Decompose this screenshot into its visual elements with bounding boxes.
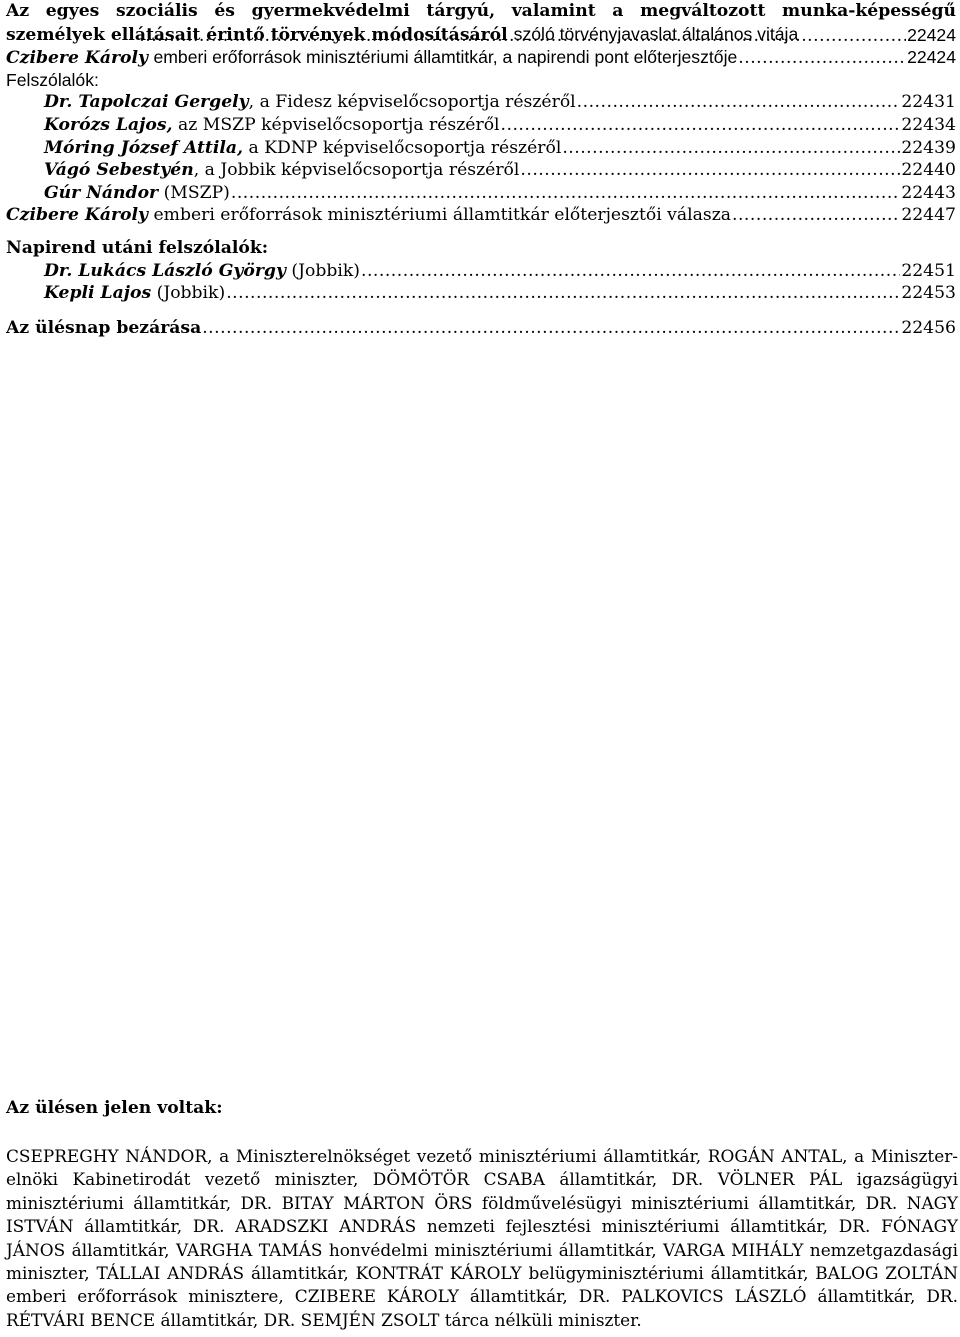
page-number: 22453 — [901, 283, 956, 304]
speaker-role: (Jobbik) — [156, 283, 226, 304]
after-agenda-label: Napirend utáni felszólalók: — [6, 237, 269, 258]
speaker-role: a KDNP képviselőcsoportja részéről — [248, 137, 562, 158]
bill-title: Az egyes szociális és gyermekvédelmi tárgyú, valamint a megváltozott munka-képességű személyek ellátásait érintő törvények módosításáról — [6, 1, 956, 45]
speaker-role: (Jobbik) — [291, 260, 360, 281]
toc-item-after-agenda — [6, 282, 956, 305]
speaker-name: Czibere Károly — [6, 48, 149, 69]
page-number: 22431 — [901, 92, 956, 113]
page-number: 22451 — [901, 260, 956, 281]
speaker-role: emberi erőforrások minisztériumi államtitkár előterjesztői válasza — [153, 205, 731, 226]
page-number: 22440 — [901, 160, 956, 181]
leader-dots — [361, 260, 900, 283]
speaker-role: az MSZP képviselőcsoportja részéről — [178, 114, 500, 135]
toc-item-speaker — [6, 114, 956, 137]
page-number: 22456 — [901, 317, 956, 338]
leader-dots — [562, 137, 900, 160]
speaker-name: Móring József Attila, — [44, 137, 244, 158]
speaker-name: Czibere Károly — [6, 205, 149, 226]
page-number: 22434 — [901, 114, 956, 135]
toc-item-speaker — [6, 159, 956, 182]
speaker-role: , a Jobbik képviselőcsoportja részéről — [193, 160, 520, 181]
speaker-name: Korózs Lajos, — [44, 114, 173, 135]
leader-dots — [231, 182, 900, 205]
toc-item-rapporteur — [6, 46, 956, 69]
speaker-role: (MSZP) — [163, 182, 230, 203]
leader-dots — [139, 25, 906, 47]
leader-dots — [202, 317, 900, 340]
table-of-contents — [6, 0, 956, 339]
toc-item-speaker — [6, 182, 956, 205]
closing-label: Az ülésnap bezárása — [6, 317, 202, 338]
leader-dots — [501, 114, 901, 137]
speaker-name: Vágó Sebestyén — [44, 160, 194, 181]
toc-item-speaker — [6, 91, 956, 114]
speaker-name: Gúr Nándor — [44, 182, 159, 203]
bill-suffix: szóló törvényjavaslat általános vitája — [513, 23, 799, 44]
present-list: CSEPREGHY NÁNDOR, a Miniszterelnökséget vezető minisztériumi államtitkár, ROGÁN ANTAL, a Miniszter-elnöki Kabinetirodát vezető miniszter, DÖMÖTÖR CSABA államtitkár, DR. VÖLNER PÁL igazságügyi minisztériumi államtitkár, DR. BITAY MÁRTON ÖRS földművelésügyi minisztériumi államtitkár, DR. NAGY ISTVÁN államtitkár, DR. ARADSZKI ANDRÁS nemzeti fejlesztési minisztériumi államtitkár, DR. FÓNAGY JÁNOS államtitkár, VARGHA TAMÁS honvédelmi minisztériumi államtitkár, VARGA MIHÁLY nemzetgazdasági miniszter, TÁLLAI ANDRÁS államtitkár, KONTRÁT KÁROLY belügyminisztériumi államtitkár, BALOG ZOLTÁN emberi erőforrások minisztere, CZIBERE KÁROLY államtitkár, DR. PALKOVICS LÁSZLÓ államtitkár, DR. RÉTVÁRI BENCE államtitkár, DR. SEMJÉN ZSOLT tárca nélküli miniszter. — [6, 1146, 958, 1330]
present-heading: Az ülésen jelen voltak: — [6, 1098, 223, 1118]
speaker-name: Dr. Tapolczai Gergely — [44, 92, 249, 113]
toc-item-after-agenda — [6, 260, 956, 283]
leader-dots — [732, 204, 900, 227]
page-number: 22439 — [901, 137, 956, 158]
speakers-label: Felszólalók: — [6, 69, 99, 90]
after-agenda-label-line — [6, 237, 956, 260]
page-number: 22424 — [907, 47, 956, 68]
page-number: 22447 — [901, 205, 956, 226]
leader-dots — [577, 91, 901, 114]
toc-item-speaker — [6, 137, 956, 160]
speaker-role: , a Fidesz képviselőcsoportja részéről — [248, 92, 576, 113]
page-number: 22424 — [907, 24, 956, 45]
speaker-name: Kepli Lajos — [44, 283, 152, 304]
page-number: 22443 — [901, 182, 956, 203]
toc-item-closing — [6, 317, 956, 340]
speaker-role: emberi erőforrások minisztériumi államtitkár, a napirendi pont előterjesztője — [153, 47, 738, 68]
leader-dots — [520, 159, 900, 182]
toc-item-reply — [6, 204, 956, 227]
leader-dots — [738, 47, 906, 69]
speaker-name: Dr. Lukács László György — [44, 260, 286, 281]
bill-page-line — [6, 24, 956, 47]
leader-dots — [226, 282, 900, 305]
speakers-label-line — [6, 69, 956, 92]
